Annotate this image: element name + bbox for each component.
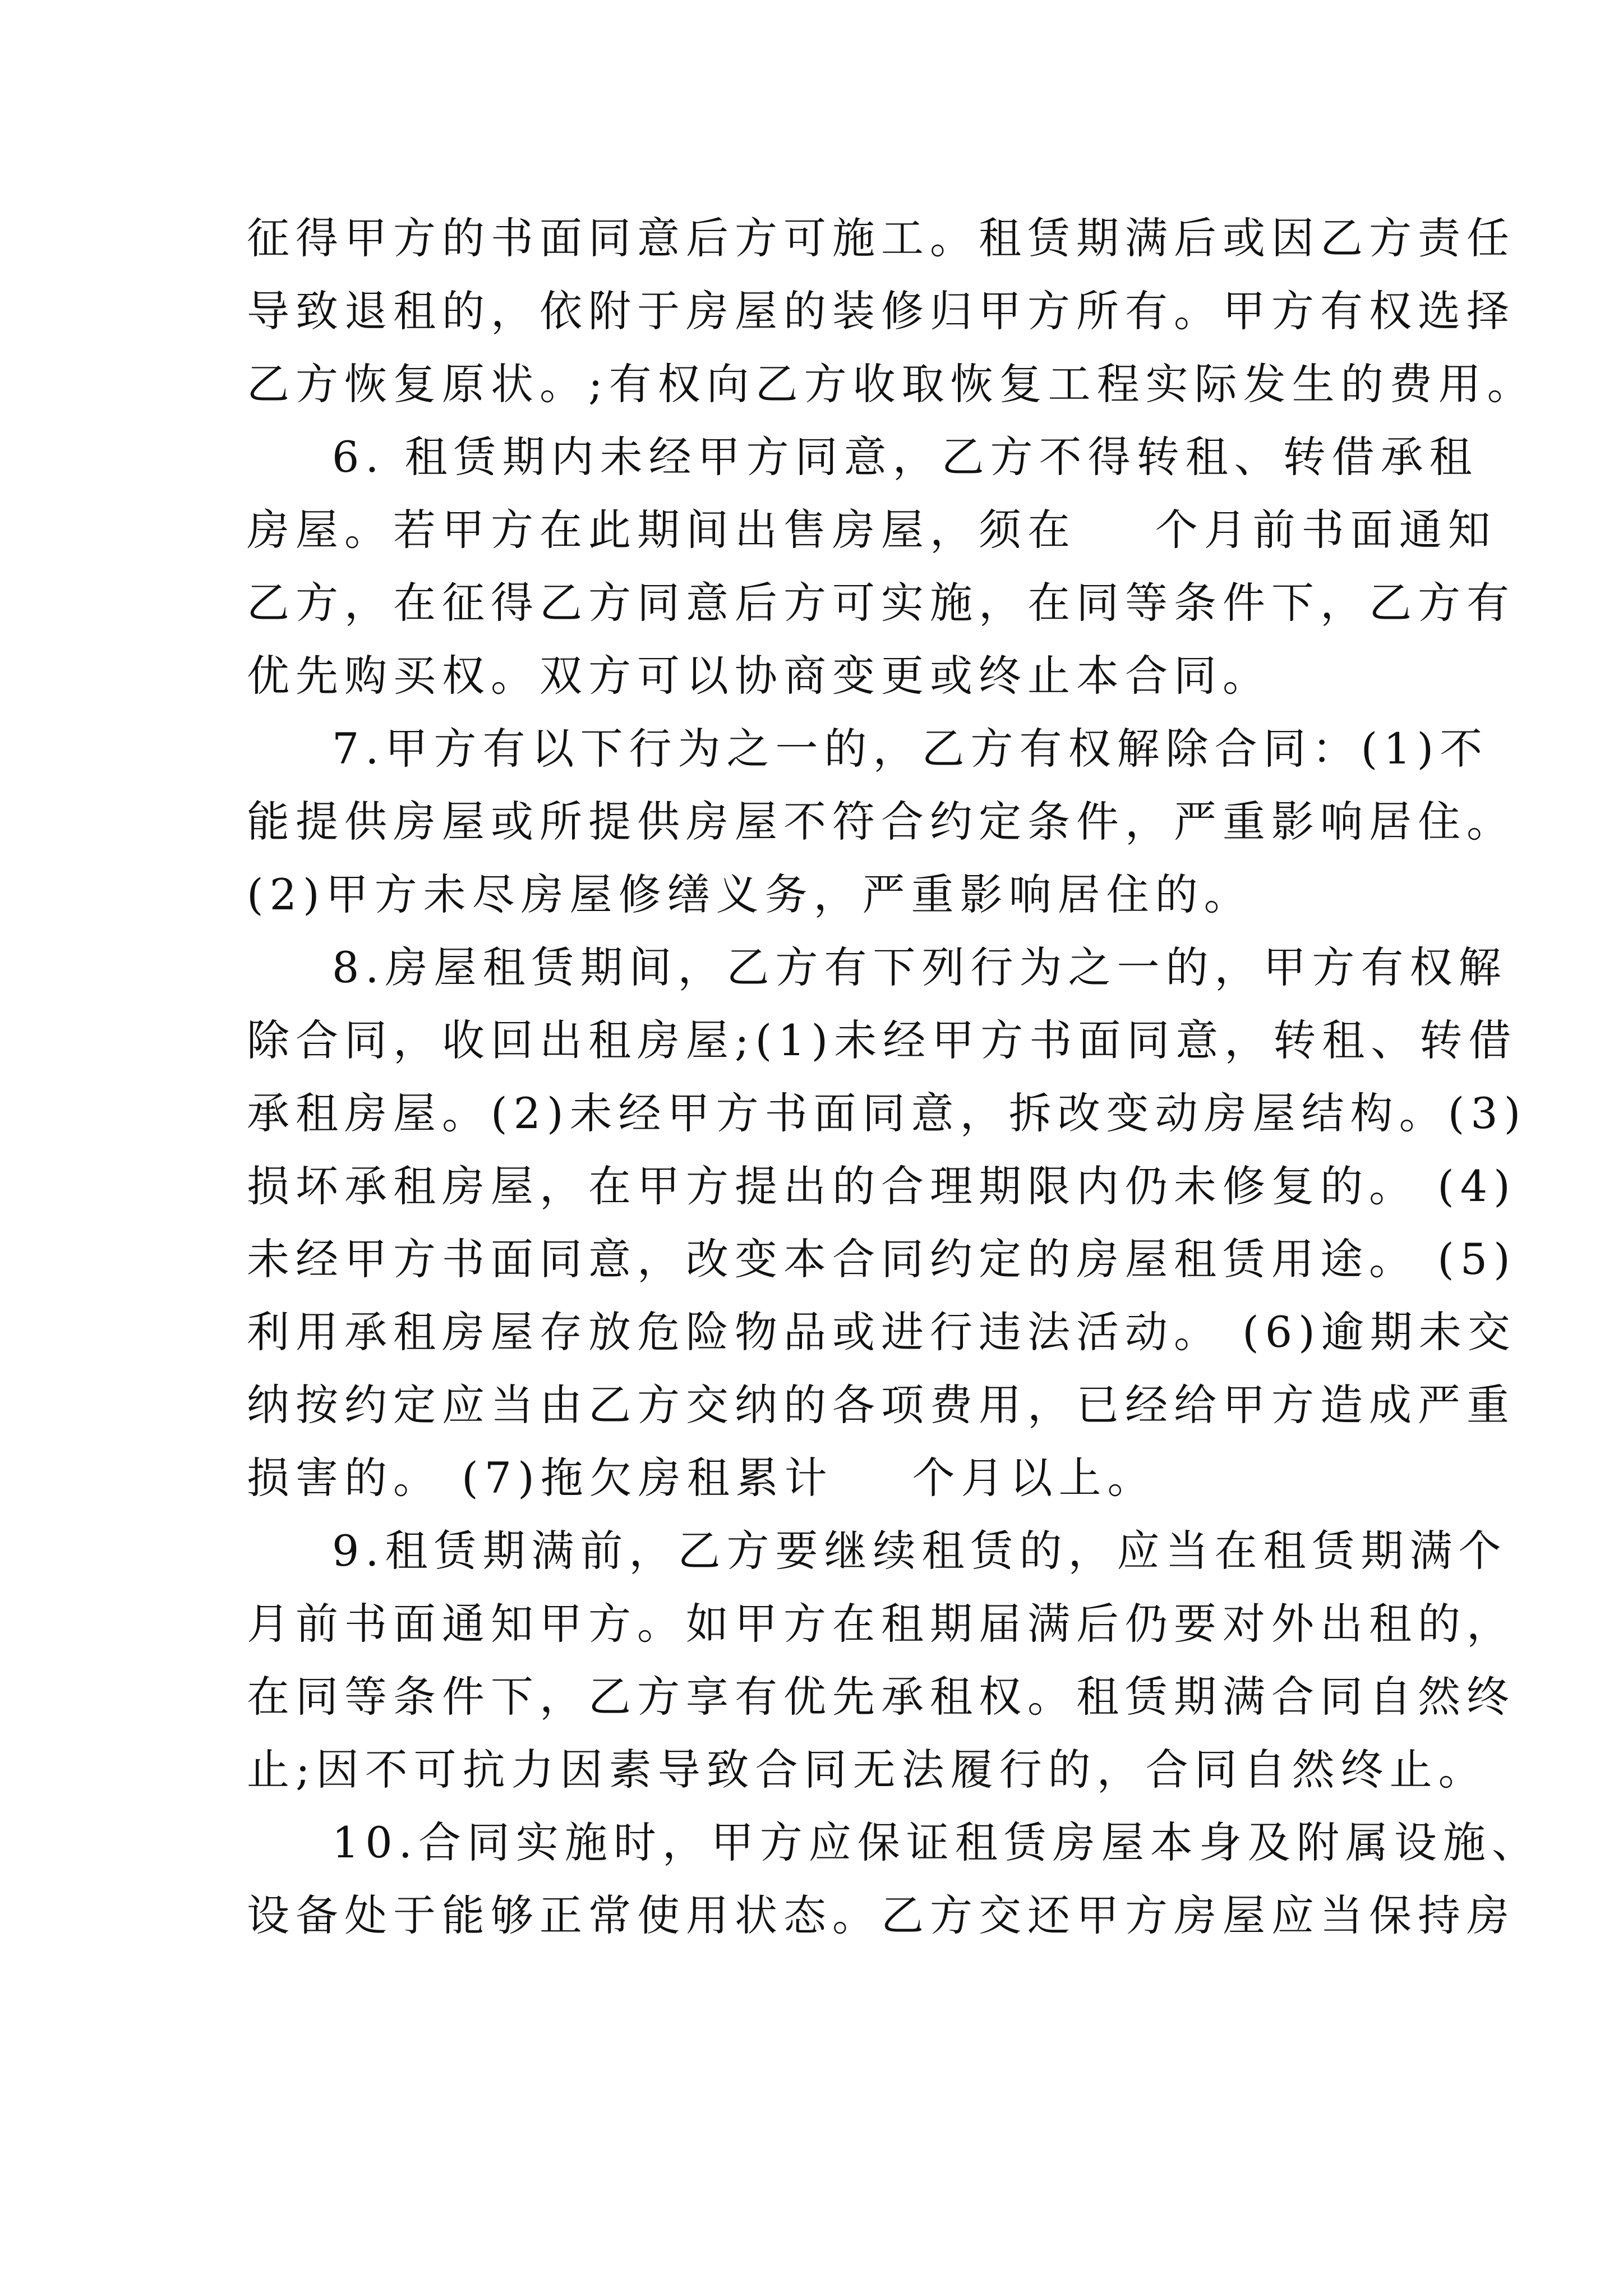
text-line: 乙方恢复原状。;有权向乙方收取恢复工程实际发生的费用。	[247, 359, 1536, 409]
text-line: 乙方，在征得乙方同意后方可实施，在同等条件下，乙方有	[247, 578, 1515, 628]
clause-9-start: 9.租赁期满前，乙方要继续租赁的，应当在租赁期满个	[332, 1526, 1507, 1576]
text-line: 纳按约定应当由乙方交纳的各项费用，已经给甲方造成严重	[247, 1380, 1515, 1430]
text-line: 在同等条件下，乙方享有优先承租权。租赁期满合同自然终	[247, 1672, 1515, 1722]
text-line: 损坏承租房屋，在甲方提出的合理期限内仍未修复的。 (4)	[247, 1161, 1516, 1211]
text-line: 除合同，收回出租房屋;(1)未经甲方书面同意，转租、转借	[247, 1015, 1518, 1065]
text-line: 导致退租的，依附于房屋的装修归甲方所有。甲方有权选择	[247, 286, 1515, 336]
contract-text	[247, 202, 1541, 1952]
text-line: 能提供房屋或所提供房屋不符合约定条件，严重影响居住。	[247, 797, 1515, 846]
clause-6-start: 6. 租赁期内未经甲方同意，乙方不得转租、转借承租	[332, 432, 1478, 482]
text-line: 止;因不可抗力因素导致合同无法履行的，合同自然终止。	[247, 1745, 1487, 1795]
text-line: 房屋。若甲方在此期间出售房屋，须在 个月前书面通知	[247, 505, 1497, 555]
text-line: (2)甲方未尽房屋修缮义务，严重影响居住的。	[247, 869, 1253, 919]
clause-8-start: 8.房屋租赁期间，乙方有下列行为之一的，甲方有权解	[332, 942, 1507, 992]
text-line: 损害的。 (7)拖欠房租累计 个月以上。	[247, 1453, 1156, 1503]
text-line: 月前书面通知甲方。如甲方在租期届满后仍要对外出租的，	[247, 1599, 1515, 1649]
clause-10-start: 10.合同实施时，甲方应保证租赁房屋本身及附属设施、	[332, 1818, 1541, 1867]
text-line: 利用承租房屋存放危险物品或进行违法活动。 (6)逾期未交	[247, 1307, 1516, 1357]
clause-7-start: 7.甲方有以下行为之一的，乙方有权解除合同：(1)不	[332, 724, 1489, 774]
text-line: 未经甲方书面同意，改变本合同约定的房屋租赁用途。 (5)	[247, 1234, 1516, 1284]
text-line: 优先购买权。双方可以协商变更或终止本合同。	[247, 651, 1271, 701]
text-line: 承租房屋。(2)未经甲方书面同意，拆改变动房屋结构。(3)	[247, 1088, 1527, 1138]
text-line: 征得甲方的书面同意后方可施工。租赁期满后或因乙方责任	[247, 213, 1515, 263]
text-line: 设备处于能够正常使用状态。乙方交还甲方房屋应当保持房	[247, 1890, 1515, 1940]
